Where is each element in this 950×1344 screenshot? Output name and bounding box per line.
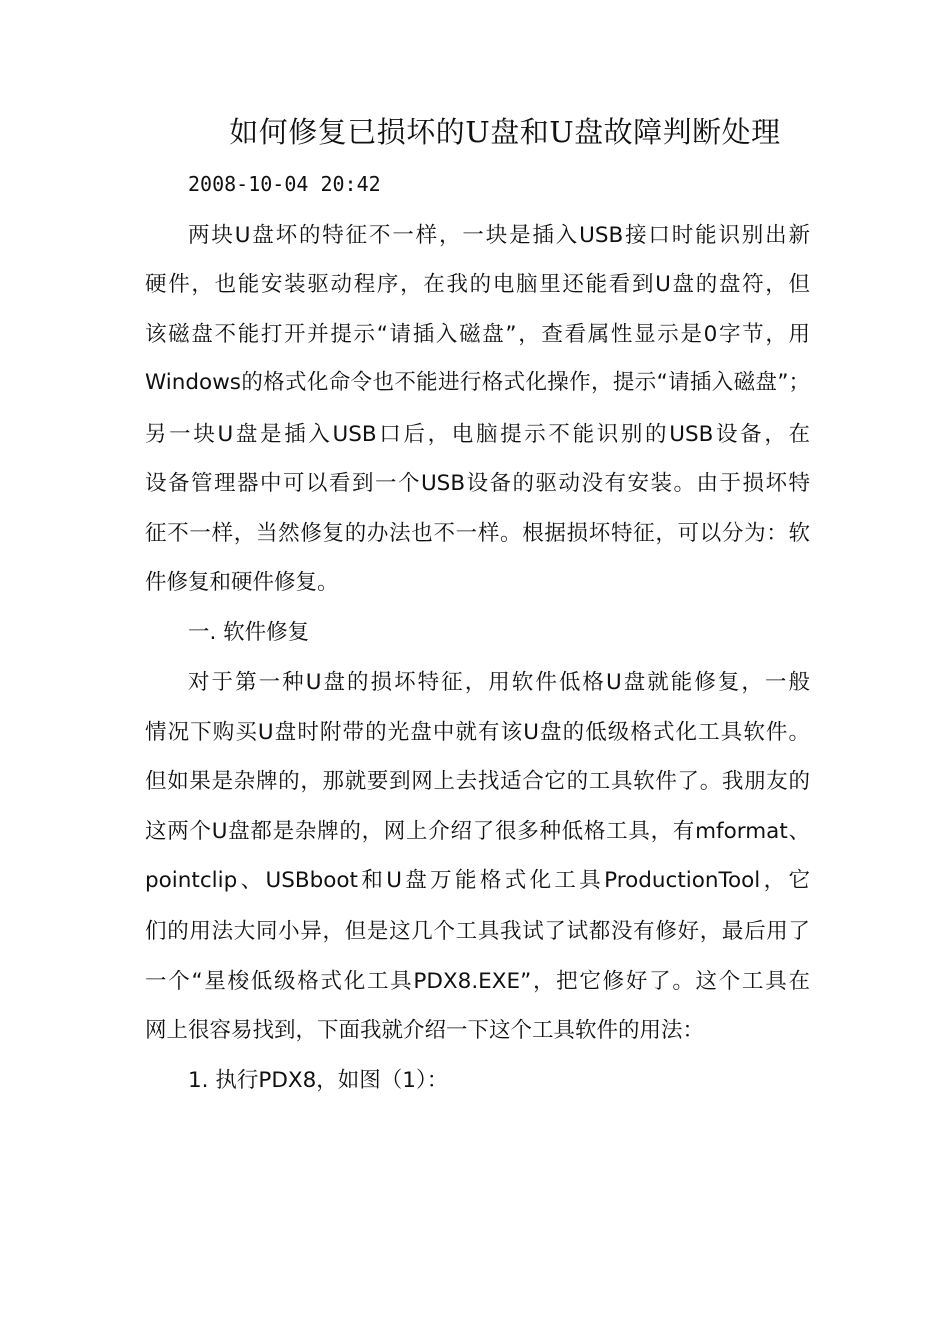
paragraph-line: 对于第一种U盘的损坏特征，用软件低格U盘就能修复，一般	[188, 670, 810, 695]
paragraph-line: 件修复和硬件修复。	[145, 570, 339, 595]
paragraph-line: 另一块U盘是插入USB口后，电脑提示不能识别的USB设备，在	[145, 422, 810, 447]
paragraph-line: pointclip、USBboot和U盘万能格式化工具ProductionTool，它	[145, 868, 810, 893]
paragraph-line: 两块U盘坏的特征不一样，一块是插入USB接口时能识别出新	[188, 223, 810, 248]
paragraph-line: 情况下购买U盘时附带的光盘中就有该U盘的低级格式化工具软件。	[145, 720, 810, 745]
paragraph-line: 硬件，也能安装驱动程序，在我的电脑里还能看到U盘的盘符，但	[145, 272, 810, 297]
paragraph-line: 该磁盘不能打开并提示“请插入磁盘”，查看属性显示是0字节，用	[145, 322, 810, 347]
paragraph-line: 一个“星梭低级格式化工具PDX8.EXE”，把它修好了。这个工具在	[145, 969, 810, 994]
paragraph-line: 征不一样，当然修复的办法也不一样。根据损坏特征，可以分为：软	[145, 521, 810, 546]
step-item: 1. 执行PDX8，如图（1）：	[188, 1068, 449, 1093]
paragraph-line: 网上很容易找到，下面我就介绍一下这个工具软件的用法：	[145, 1018, 705, 1043]
post-date: 2008-10-04 20:42	[188, 172, 381, 196]
paragraph-line: Windows的格式化命令也不能进行格式化操作，提示“请插入磁盘”；	[145, 370, 810, 395]
paragraph-line: 们的用法大同小异，但是这几个工具我试了试都没有修好，最后用了	[145, 919, 810, 944]
paragraph-line: 这两个U盘都是杂牌的，网上介绍了很多种低格工具，有mformat、	[145, 819, 810, 844]
paragraph-line: 设备管理器中可以看到一个USB设备的驱动没有安装。由于损坏特	[145, 471, 810, 496]
section-heading: 一. 软件修复	[188, 620, 310, 645]
document-title: 如何修复已损坏的U盘和U盘故障判断处理	[229, 115, 781, 149]
paragraph-line: 但如果是杂牌的，那就要到网上去找适合它的工具软件了。我朋友的	[145, 769, 810, 794]
